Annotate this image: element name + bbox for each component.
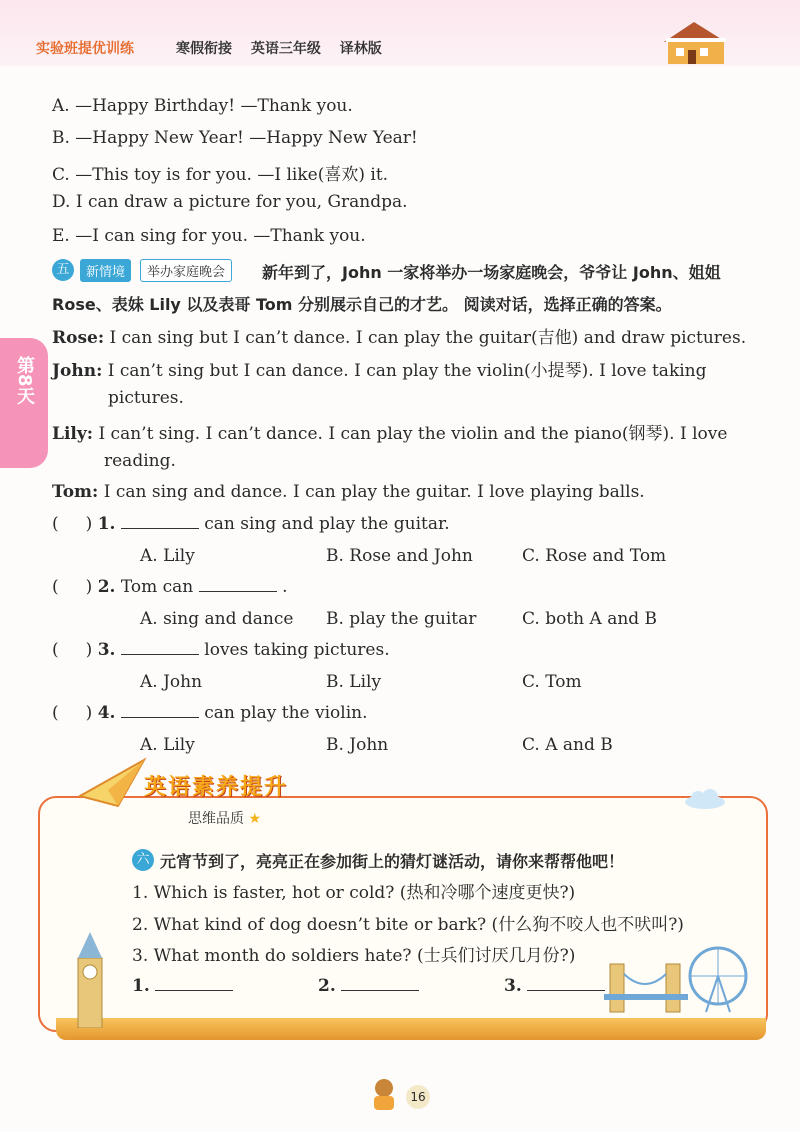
q3-option-a: A. John (140, 672, 203, 692)
section6-banner: 英语素养提升 (144, 775, 289, 800)
speaker-name: Rose: (52, 328, 105, 348)
question-text: Tom can (120, 577, 199, 597)
dialogue-line-cont: pictures. (108, 388, 184, 408)
q4-option-c: C. A and B (522, 735, 613, 755)
mascot-icon (362, 1074, 406, 1114)
dialogue-line-cont: reading. (104, 451, 176, 471)
subtitle-text: 思维品质 (188, 811, 244, 827)
option-a: A. —Happy Birthday! —Thank you. (52, 96, 353, 116)
speaker-name: Lily: (52, 424, 94, 444)
question-number: 1. (97, 514, 116, 534)
section6-number: 六 (132, 849, 154, 871)
option-e: E. —I can sing for you. —Thank you. (52, 226, 366, 246)
header-part: 寒假衔接 (176, 41, 232, 57)
question-text-end: . (282, 577, 288, 597)
q1-option-c: C. Rose and Tom (522, 546, 667, 566)
q4-option-a: A. Lily (140, 735, 195, 755)
q4-option-b: B. John (326, 735, 389, 755)
speaker-name: Tom: (52, 482, 99, 502)
day-tab-label: 第8天 (14, 356, 35, 405)
answer-label: 1. (132, 976, 150, 996)
answer-blank[interactable] (121, 703, 199, 718)
answer-paren[interactable]: ( ) (52, 703, 93, 723)
section5-instruction: 新年到了，John 一家将举办一场家庭晚会，爷爷让 John、姐姐 (262, 263, 721, 282)
answer-paren[interactable]: ( ) (52, 514, 93, 534)
answer-paren[interactable]: ( ) (52, 640, 93, 660)
question-4 (52, 703, 367, 723)
cloud-icon (682, 788, 728, 810)
q1-option-b: B. Rose and John (326, 546, 473, 566)
new-context-tag: 新情境 (80, 259, 131, 282)
q1-option-a: A. Lily (140, 546, 195, 566)
answer-1 (132, 976, 233, 996)
q2-option-b: B. play the guitar (326, 609, 477, 629)
option-d: D. I can draw a picture for you, Grandpa. (52, 192, 408, 212)
bridge-icon (604, 954, 688, 1014)
dialogue-line: I can’t sing but I can dance. I can play the violin(小提琴). I love taking (107, 361, 707, 381)
question-3 (52, 640, 390, 660)
q3-option-b: B. Lily (326, 672, 382, 692)
answer-blank[interactable] (121, 640, 199, 655)
dialogue-line: I can sing and dance. I can play the guitar. I love playing balls. (103, 482, 645, 502)
dialogue-john (52, 356, 707, 381)
riddle-3: 3. What month do soldiers hate? (士兵们讨厌几月份?) (132, 946, 576, 966)
brand-title: 实验班提优训练 (36, 41, 134, 57)
question-text: can sing and play the guitar. (204, 514, 450, 534)
star-icon: ★ (248, 811, 262, 827)
question-number: 2. (97, 577, 116, 597)
ferris-wheel-icon (686, 944, 750, 1014)
header-part: 英语三年级 (250, 41, 321, 57)
house-icon (656, 18, 732, 66)
riddle-1: 1. Which is faster, hot or cold? (热和冷哪个速度更快?) (132, 883, 576, 903)
dialogue-tom (52, 482, 645, 502)
q3-option-c: C. Tom (522, 672, 582, 692)
answer-line[interactable] (527, 976, 605, 991)
day-tab (0, 338, 48, 468)
dialogue-line: I can’t sing. I can’t dance. I can play the violin and the piano(钢琴). I love (98, 424, 728, 444)
question-text: loves taking pictures. (204, 640, 390, 660)
dialogue-lily (52, 419, 727, 444)
answer-line[interactable] (155, 976, 233, 991)
answer-blank[interactable] (121, 514, 199, 529)
answer-label: 3. (504, 976, 522, 996)
clock-tower-icon (70, 928, 110, 1028)
answer-3 (504, 976, 605, 996)
question-number: 3. (97, 640, 116, 660)
question-2 (52, 577, 287, 597)
question-1 (52, 514, 450, 534)
q2-option-c: C. both A and B (522, 609, 658, 629)
option-c: C. —This toy is for you. —I like(喜欢) it. (52, 165, 389, 185)
answer-paren[interactable]: ( ) (52, 577, 93, 597)
event-tag: 举办家庭晚会 (140, 259, 232, 282)
dialogue-rose (52, 323, 746, 348)
paper-plane-icon (78, 756, 148, 816)
header-part: 译林版 (339, 41, 382, 57)
question-text: can play the violin. (204, 703, 368, 723)
dialogue-line: I can sing but I can’t dance. I can play the guitar(吉他) and draw pictures. (109, 328, 747, 348)
section5-instruction-cont: Rose、表妹 Lily 以及表哥 Tom 分别展示自己的才艺。 阅读对话，选择正确的答案。 (52, 295, 672, 314)
section6-subtitle (188, 808, 261, 828)
page-number: 16 (406, 1085, 430, 1109)
answer-line[interactable] (341, 976, 419, 991)
scroll-bottom-roll (56, 1018, 766, 1040)
answer-label: 2. (318, 976, 336, 996)
header-subtitle (176, 38, 396, 58)
option-b: B. —Happy New Year! —Happy New Year! (52, 128, 418, 148)
question-number: 4. (97, 703, 116, 723)
speaker-name: John: (52, 361, 103, 381)
section6-instruction: 元宵节到了，亮亮正在参加街上的猜灯谜活动，请你来帮帮他吧！ (160, 852, 625, 871)
q2-option-a: A. sing and dance (140, 609, 294, 629)
answer-2 (318, 976, 419, 996)
riddle-2: 2. What kind of dog doesn’t bite or bark? (什么狗不咬人也不吠叫?) (132, 915, 684, 935)
section-number: 五 (52, 259, 74, 281)
answer-blank[interactable] (199, 577, 277, 592)
